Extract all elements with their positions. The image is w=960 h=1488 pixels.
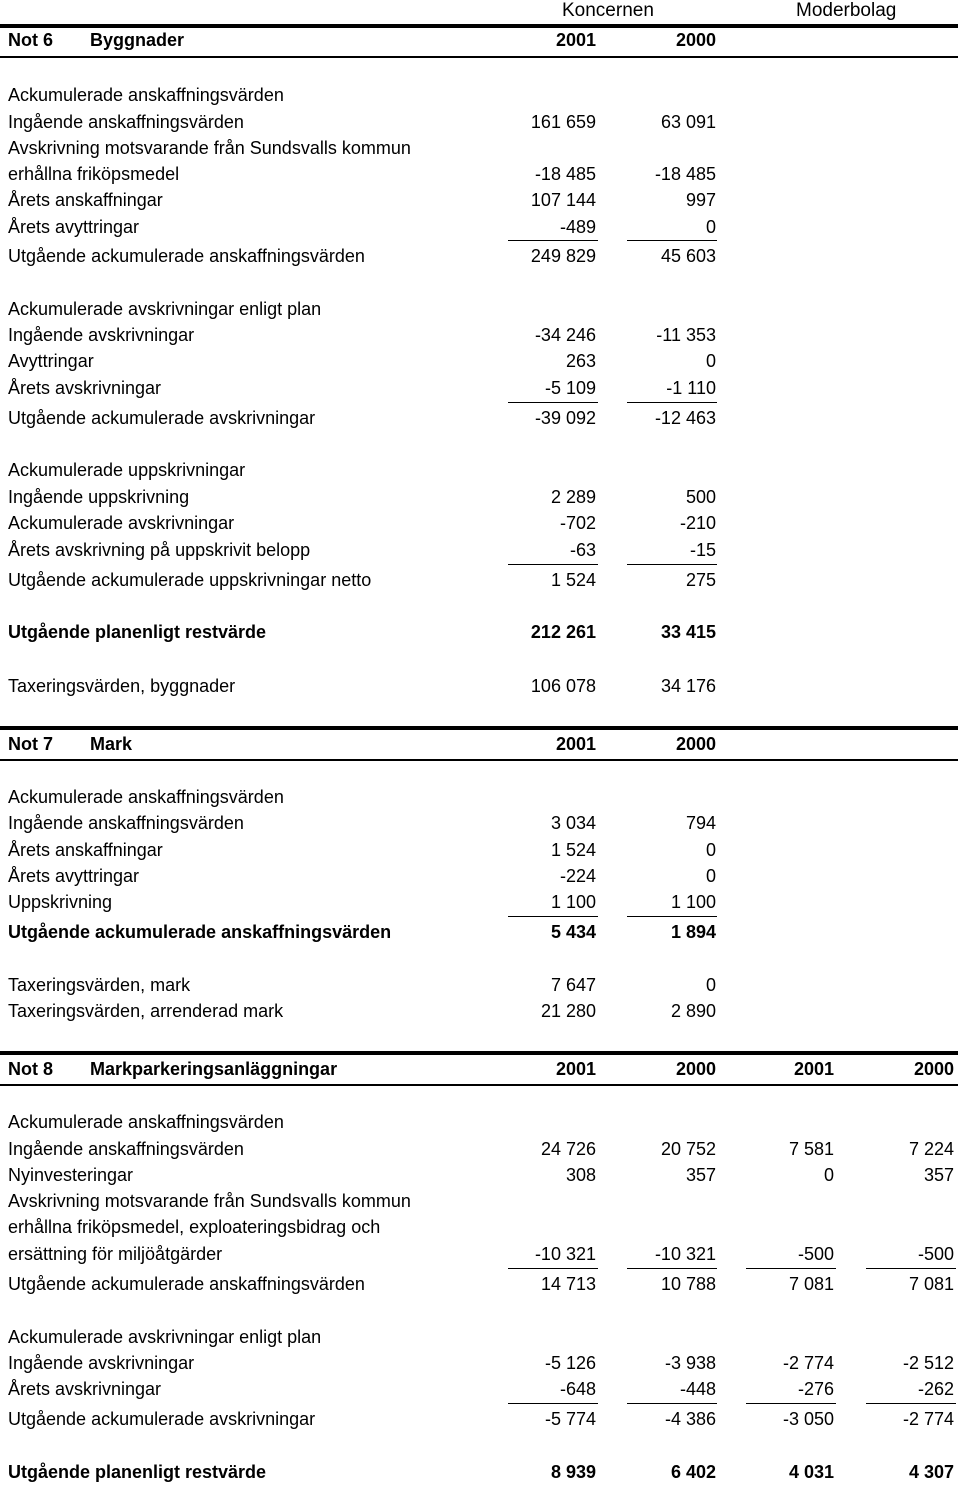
not6-value-2001: -5 109 [544,378,596,398]
not6-value-2000: 0 [705,217,716,237]
not8-value: 4 031 [788,1462,834,1482]
not8-value: -3 938 [664,1353,716,1373]
not7-total-label: Utgående ackumulerade anskaffningsvärden [8,922,392,942]
sum-underline [508,1268,598,1269]
not6-value-2000: 500 [685,487,716,507]
not7-section-title: Ackumulerade anskaffningsvärden [8,787,284,807]
not7-row-label: Årets anskaffningar [8,840,163,860]
not7-value-2001: -224 [559,866,596,886]
not8-value: -262 [917,1379,954,1399]
not7-value-2001: 21 280 [540,1001,596,1021]
not8-row-label: erhållna friköpsmedel, exploateringsbidrag och [8,1217,381,1237]
not6-row-label: Årets anskaffningar [8,190,163,210]
not6-row-label: Avskrivning motsvarande från Sundsvalls kommun [8,138,411,158]
not8-value: 14 713 [540,1274,596,1294]
not6-value-2000: 275 [685,570,716,590]
not8-number: Not 8 [8,1059,53,1079]
not6-value-2000: -12 463 [654,408,716,428]
not6-value-2001: 1 524 [550,570,596,590]
not8-year-koncern-2001: 2001 [555,1059,596,1079]
not8-value: 6 402 [670,1462,716,1482]
not6-row-label: Ingående uppskrivning [8,487,190,507]
not6-row-label: Utgående ackumulerade uppskrivningar netto [8,570,372,590]
not6-value-2001: -39 092 [534,408,596,428]
not6-value-2001: 249 829 [530,246,596,266]
sum-underline [627,240,717,241]
not8-value: 7 081 [788,1274,834,1294]
not7-value-2001: 5 434 [550,922,596,942]
sum-underline [627,1403,717,1404]
not7-value-2000: 0 [705,840,716,860]
not6-value-2001: 263 [565,351,596,371]
not6-restvarde-label: Utgående planenligt restvärde [8,622,267,642]
not7-number: Not 7 [8,734,53,754]
not6-year-2000: 2000 [675,30,716,50]
not6-row-label: Ingående avskrivningar [8,325,195,345]
not8-value: -5 774 [544,1409,596,1429]
not6-number: Not 6 [8,30,53,50]
not8-value: -2 512 [902,1353,954,1373]
not6-value-2000: 0 [705,351,716,371]
not6-top-rule [0,24,958,28]
not7-row-label: Ingående anskaffningsvärden [8,813,244,833]
not8-section-title: Ackumulerade anskaffningsvärden [8,1112,284,1132]
not7-value-2000: 1 100 [670,892,716,912]
not6-value-2001: -63 [569,540,596,560]
not8-value: -4 386 [664,1409,716,1429]
not6-value-2001: 212 261 [530,622,596,642]
not6-value-2000: -15 [689,540,716,560]
sum-underline [627,916,717,917]
sum-underline [746,1403,836,1404]
not8-value: -448 [679,1379,716,1399]
not8-row-label: Nyinvesteringar [8,1165,134,1185]
not6-value-2001: -18 485 [534,164,596,184]
sum-underline [627,1268,717,1269]
not6-value-2000: 997 [685,190,716,210]
not8-header-rule [0,1084,958,1086]
not6-row-label: Utgående ackumulerade avskrivningar [8,408,316,428]
not7-row-label: Taxeringsvärden, arrenderad mark [8,1001,284,1021]
not7-year-2001: 2001 [555,734,596,754]
not6-value-2000: -11 353 [656,325,716,345]
not7-header-rule [0,759,958,761]
not8-year-moder-2001: 2001 [793,1059,834,1079]
not6-value-2000: -210 [679,513,716,533]
not8-value: 20 752 [660,1139,716,1159]
not6-value-2001: 107 144 [530,190,596,210]
not8-value: 4 307 [908,1462,954,1482]
not6-title: Byggnader [90,30,185,50]
not8-title: Markparkeringsanläggningar [90,1059,338,1079]
not8-row-label: Avskrivning motsvarande från Sundsvalls kommun [8,1191,411,1211]
not8-row-label: Ingående avskrivningar [8,1353,195,1373]
not8-value: 357 [923,1165,954,1185]
not8-value: -5 126 [544,1353,596,1373]
not8-value: -500 [917,1244,954,1264]
not6-row-label: Årets avskrivning på uppskrivit belopp [8,540,311,560]
not8-year-koncern-2000: 2000 [675,1059,716,1079]
sum-underline [627,564,717,565]
koncernen-header: Koncernen [562,0,654,21]
not6-value-2000: 45 603 [660,246,716,266]
not6-section-title: Ackumulerade uppskrivningar [8,460,246,480]
not8-value: 357 [685,1165,716,1185]
not8-row-label: Utgående ackumulerade anskaffningsvärden [8,1274,365,1294]
not6-row-label: Årets avyttringar [8,217,140,237]
not8-value: 8 939 [550,1462,596,1482]
sum-underline [746,1268,836,1269]
not7-year-2000: 2000 [675,734,716,754]
not6-header-rule [0,56,958,58]
not6-row-label: Årets avskrivningar [8,378,162,398]
not7-value-2001: 1 100 [550,892,596,912]
not8-row-label: Utgående ackumulerade avskrivningar [8,1409,316,1429]
not8-value: -500 [797,1244,834,1264]
not7-value-2001: 1 524 [550,840,596,860]
not6-row-label: Utgående ackumulerade anskaffningsvärden [8,246,365,266]
not8-value: 7 224 [908,1139,954,1159]
not6-row-label: Ackumulerade avskrivningar [8,513,235,533]
moderbolag-header: Moderbolag [796,0,897,21]
sum-underline [508,564,598,565]
not6-value-2001: -489 [559,217,596,237]
not7-row-label: Årets avyttringar [8,866,140,886]
not8-value: 7 081 [908,1274,954,1294]
not6-row-label: Ingående anskaffningsvärden [8,112,244,132]
not8-value: -276 [797,1379,834,1399]
not8-value: 308 [565,1165,596,1185]
not8-value: 7 581 [788,1139,834,1159]
not6-year-2001: 2001 [555,30,596,50]
not7-row-label: Uppskrivning [8,892,113,912]
not6-value-2001: -702 [559,513,596,533]
not6-value-2000: 33 415 [660,622,716,642]
not8-year-moder-2000: 2000 [913,1059,954,1079]
not8-top-rule [0,1051,958,1055]
not6-value-2001: -34 246 [534,325,596,345]
not8-value: -3 050 [782,1409,834,1429]
not6-value-2000: -1 110 [666,378,716,398]
not7-top-rule [0,726,958,730]
not6-row-label: Avyttringar [8,351,94,371]
not8-value: -2 774 [782,1353,834,1373]
not8-value: 24 726 [540,1139,596,1159]
not7-row-label: Taxeringsvärden, mark [8,975,191,995]
not6-section-title: Ackumulerade avskrivningar enligt plan [8,299,322,319]
not7-value-2000: 0 [705,866,716,886]
not8-section-title: Ackumulerade avskrivningar enligt plan [8,1327,322,1347]
not8-value: -2 774 [902,1409,954,1429]
not7-value-2000: 0 [705,975,716,995]
not7-value-2000: 2 890 [670,1001,716,1021]
not8-row-label: Ingående anskaffningsvärden [8,1139,244,1159]
sum-underline [508,240,598,241]
not8-row-label: ersättning för miljöåtgärder [8,1244,223,1264]
sum-underline [508,916,598,917]
not6-value-2000: 34 176 [660,676,716,696]
not8-row-label: Årets avskrivningar [8,1379,162,1399]
not8-value: 10 788 [660,1274,716,1294]
not7-value-2000: 794 [685,813,716,833]
not8-restvarde-label: Utgående planenligt restvärde [8,1462,267,1482]
not6-section-title: Ackumulerade anskaffningsvärden [8,85,284,105]
not6-value-2000: 63 091 [660,112,716,132]
not6-row-label: Taxeringsvärden, byggnader [8,676,236,696]
not8-value: -10 321 [534,1244,596,1264]
not7-title: Mark [90,734,133,754]
sum-underline [627,402,717,403]
sum-underline [866,1268,956,1269]
not6-value-2001: 106 078 [530,676,596,696]
sum-underline [508,1403,598,1404]
not8-value: 0 [823,1165,834,1185]
not8-value: -10 321 [654,1244,716,1264]
not8-value: -648 [559,1379,596,1399]
not6-value-2000: -18 485 [654,164,716,184]
sum-underline [866,1403,956,1404]
not7-value-2001: 3 034 [550,813,596,833]
not7-value-2000: 1 894 [670,922,716,942]
not6-value-2001: 161 659 [530,112,596,132]
not7-value-2001: 7 647 [550,975,596,995]
not6-row-label: erhållna friköpsmedel [8,164,180,184]
sum-underline [508,402,598,403]
not6-value-2001: 2 289 [550,487,596,507]
